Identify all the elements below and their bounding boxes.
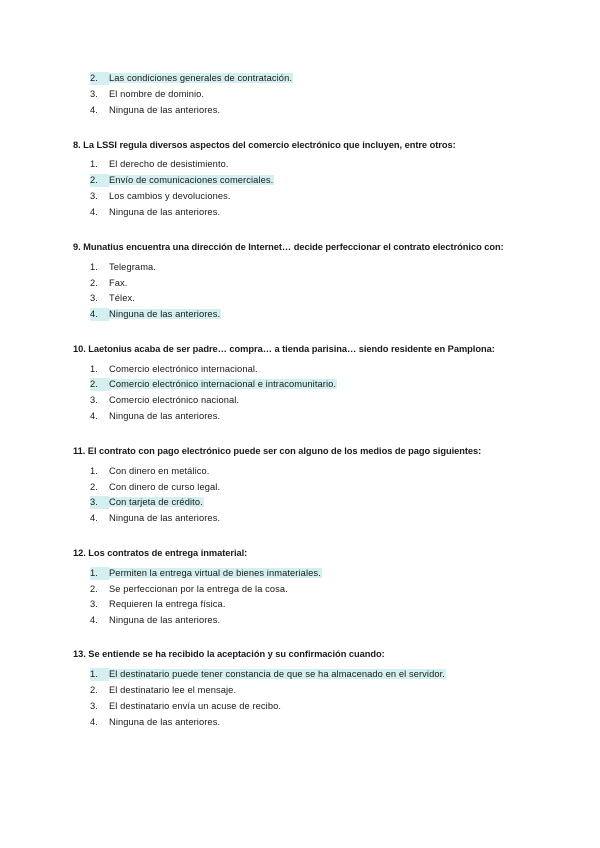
option-item: 2. Comercio electrónico internacional e intracomunitario.: [90, 379, 337, 389]
option-item: 2. Envío de comunicaciones comerciales.: [90, 175, 274, 185]
option-item: 1. Permiten la entrega virtual de bienes inmateriales.: [90, 568, 321, 578]
option-item: 1. El derecho de desistimiento.: [90, 159, 229, 169]
question-heading: 10. Laetonius acaba de ser padre… compra… a tienda parisina… siendo residente en Pamplona:: [73, 344, 495, 354]
option-item: 3. Télex.: [90, 293, 135, 303]
question-heading: 11. El contrato con pago electrónico puede ser con alguno de los medios de pago siguientes:: [73, 446, 482, 456]
option-item: 4. Ninguna de las anteriores.: [90, 207, 221, 217]
option-item: 1. Telegrama.: [90, 262, 156, 272]
option-item: 3. El destinatario envía un acuse de recibo.: [90, 701, 282, 711]
option-item: 1. Con dinero en metálico.: [90, 466, 210, 476]
option-item: 4. Ninguna de las anteriores.: [90, 513, 221, 523]
question-heading: 12. Los contratos de entrega inmaterial:: [73, 548, 248, 558]
option-item: 4. Ninguna de las anteriores.: [90, 615, 221, 625]
option-item: 4. Ninguna de las anteriores.: [90, 717, 221, 727]
question-heading: 9. Munatius encuentra una dirección de Internet… decide perfeccionar el contrato electrónico con:: [73, 242, 504, 252]
option-item: 2. Fax.: [90, 278, 128, 288]
option-item: 3. Con tarjeta de crédito.: [90, 497, 203, 507]
option-item: 1. Comercio electrónico internacional.: [90, 364, 258, 374]
option-item: 3. Los cambios y devoluciones.: [90, 191, 231, 201]
question-heading: 8. La LSSI regula diversos aspectos del comercio electrónico que incluyen, entre otros:: [73, 140, 456, 150]
question-heading: 13. Se entiende se ha recibido la aceptación y su confirmación cuando:: [73, 649, 385, 659]
option-item: 2. El destinatario lee el mensaje.: [90, 685, 237, 695]
option-item: 2. Con dinero de curso legal.: [90, 482, 221, 492]
option-item: 3. Comercio electrónico nacional.: [90, 395, 240, 405]
option-item: 3. Requieren la entrega física.: [90, 599, 226, 609]
option-item: 4. Ninguna de las anteriores.: [90, 411, 221, 421]
option-item: 1. El destinatario puede tener constancia de que se ha almacenado en el servidor.: [90, 669, 445, 679]
option-item: 4. Ninguna de las anteriores.: [90, 309, 221, 319]
option-item: 2. Se perfeccionan por la entrega de la cosa.: [90, 584, 288, 594]
option-item: 3. El nombre de dominio.: [90, 89, 205, 99]
option-item: 2. Las condiciones generales de contratación.: [90, 73, 293, 83]
option-item: 4. Ninguna de las anteriores.: [90, 105, 221, 115]
